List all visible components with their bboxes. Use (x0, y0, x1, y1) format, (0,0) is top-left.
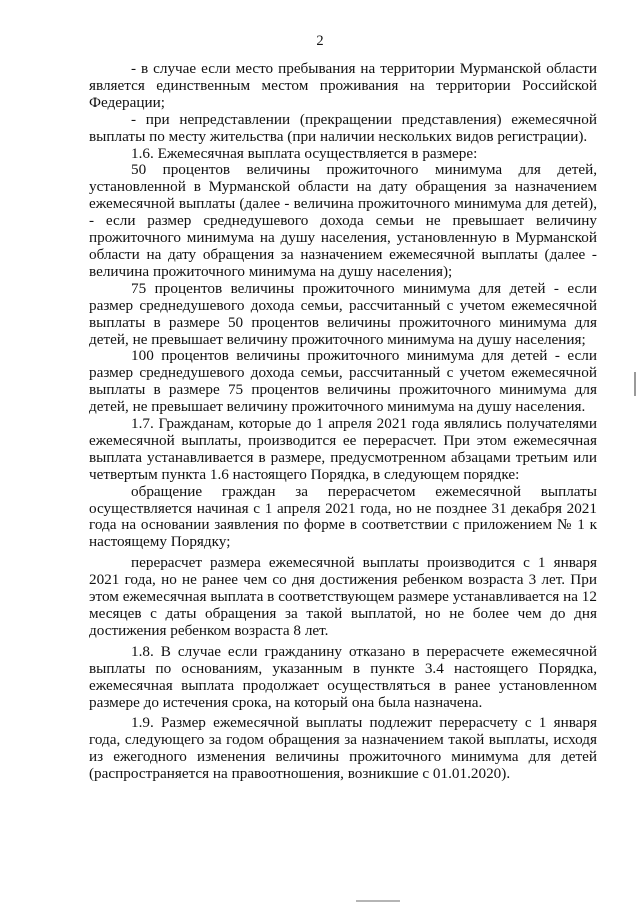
paragraph: 75 процентов величины прожиточного минимума для детей - если размер среднедушевого дохода семьи, рассчитанный с учетом ежемесячной выплаты в размере 50 процентов величины прожиточного минимума для детей, не превышает величину прожиточного минимума на душу населения; (89, 279, 597, 348)
paragraph: - при непредставлении (прекращении представления) ежемесячной выплаты по месту жительства (при наличии нескольких видов регистрации). (89, 110, 597, 145)
paragraph-clause-1-6: 1.6. Ежемесячная выплата осуществляется в размере: (131, 144, 478, 162)
paragraph-clause-1-7: 1.7. Гражданам, которые до 1 апреля 2021 года являлись получателями ежемесячной выплаты, производится ее перерасчет. При этом ежемесячная выплата устанавливается в размере, предусмотренном абзацами третьим или четвертым пункта 1.6 настоящего Порядка, в следующем порядке: (89, 415, 597, 483)
paragraph: 50 процентов величины прожиточного минимума для детей, установленной в Мурманской области на дату обращения за назначением ежемесячной выплаты (далее - величина прожиточного минимума для детей), - если размер среднедушевого дохода семьи не превышает величину прожиточного минимума на душу населения, установленную в Мурманской области на дату обращения за назначением ежемесячной выплаты (далее - величина прожиточного минимума на душу населения); (89, 161, 597, 280)
paragraph: 100 процентов величины прожиточного минимума для детей - если размер среднедушевого дохода семьи, рассчитанный с учетом ежемесячной выплаты в размере 75 процентов величины прожиточного минимума для детей, не превышает величину прожиточного минимума на душу населения. (89, 347, 597, 416)
paragraph-clause-1-9: 1.9. Размер ежемесячной выплаты подлежит перерасчету с 1 января года, следующего за годом обращения за назначением такой выплаты, исходя из ежегодного изменения величины прожиточного минимума для детей (распространяется на правоотношения, возникшие с 01.01.2020). (89, 714, 597, 783)
paragraph: обращение граждан за перерасчетом ежемесячной выплаты осуществляется начиная с 1 апреля 2021 года, но не позднее 31 декабря 2021 года на основании заявления по форме в соответствии с приложением № 1 к настоящему Порядку; (89, 482, 597, 551)
paragraph: перерасчет размера ежемесячной выплаты производится с 1 января 2021 года, но не ранее чем со дня достижения ребенком возраста 3 лет. При этом ежемесячная выплата в соответствующем размере устанавливается на 12 месяцев с даты обращения за такой выплатой, но не более чем до дня достижения ребенком возраста 8 лет. (89, 554, 597, 639)
paragraph: - в случае если место пребывания на территории Мурманской области является единственным местом проживания на территории Российской Федерации; (89, 60, 597, 111)
paragraph-clause-1-8: 1.8. В случае если гражданину отказано в перерасчете ежемесячной выплаты по основаниям, указанным в пункте 3.4 настоящего Порядка, ежемесячная выплата продолжает осуществляться в ранее установленном размере до истечения срока, на который она была назначена. (89, 642, 597, 711)
page-number: 2 (316, 33, 324, 49)
scan-artifact-bottom (356, 900, 400, 902)
scan-artifact-edge (634, 372, 636, 396)
document-body (89, 61, 597, 783)
